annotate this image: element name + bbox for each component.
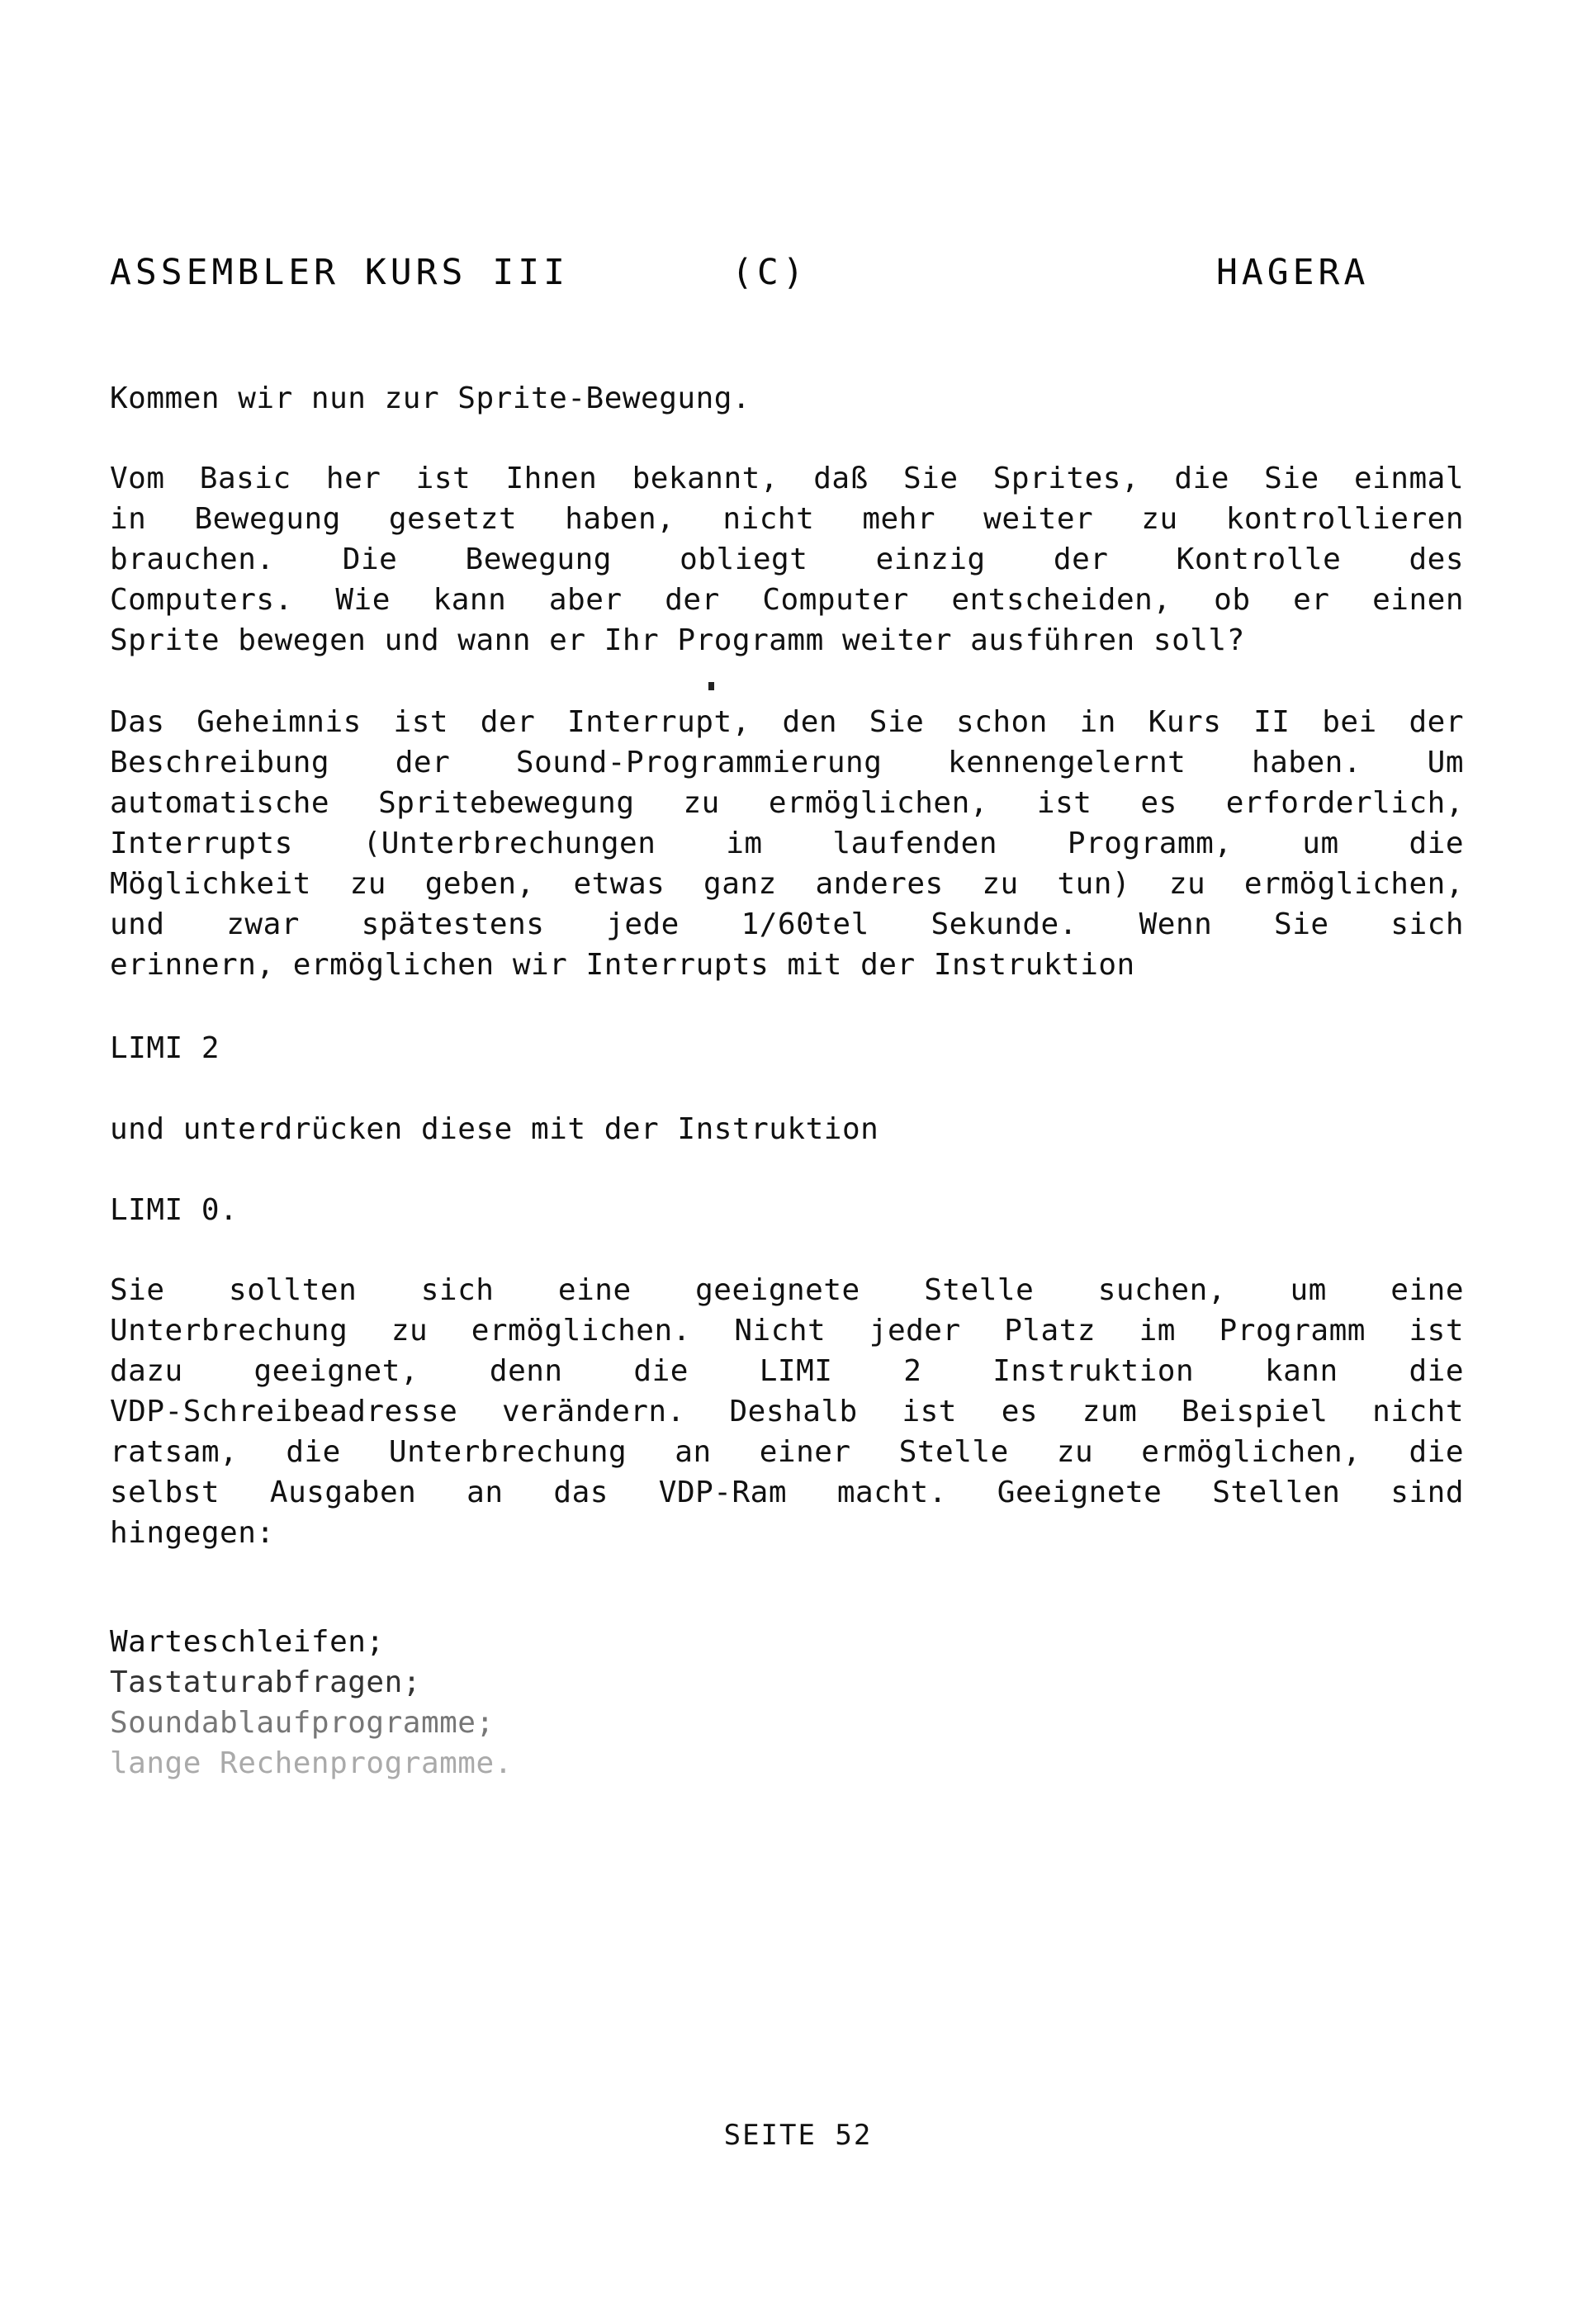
intro-paragraph bbox=[110, 378, 1464, 419]
paragraph-line: dazu geeignet, denn die LIMI 2 Instruktion kann die bbox=[110, 1354, 1464, 1388]
paragraph-interrupt bbox=[110, 702, 1464, 985]
list-item: Warteschleifen; bbox=[110, 1625, 385, 1659]
list-item: lange Rechenprogramme. bbox=[110, 1746, 513, 1780]
paragraph-line: und zwar spätestens jede 1/60tel Sekunde. Wenn Sie sich bbox=[110, 907, 1464, 941]
author-name: HAGERA bbox=[1216, 252, 1370, 293]
code-line: LIMI 2 bbox=[110, 1031, 220, 1065]
paragraph-line: in Bewegung gesetzt haben, nicht mehr weiter zu kontrollieren bbox=[110, 502, 1464, 536]
paragraph-line: selbst Ausgaben an das VDP-Ram macht. Geeignete Stellen sind bbox=[110, 1476, 1464, 1509]
intro-line: Kommen wir nun zur Sprite-Bewegung. bbox=[110, 381, 751, 415]
paragraph-line: Vom Basic her ist Ihnen bekannt, daß Sie Sprites, die Sie einmal bbox=[110, 462, 1464, 495]
paragraph-line: Das Geheimnis ist der Interrupt, den Sie schon in Kurs II bei der bbox=[110, 705, 1464, 739]
paragraph-line: erinnern, ermöglichen wir Interrupts mit der Instruktion bbox=[110, 948, 1135, 982]
course-title: ASSEMBLER KURS III bbox=[110, 252, 569, 293]
list-item: Soundablaufprogramme; bbox=[110, 1706, 495, 1740]
paragraph-line: Möglichkeit zu geben, etwas ganz anderes zu tun) zu ermöglichen, bbox=[110, 867, 1464, 901]
paragraph-suppress bbox=[110, 1109, 1464, 1149]
suitable-locations-list bbox=[110, 1623, 1464, 1784]
paragraph-line: VDP-Schreibeadresse verändern. Deshalb ist es zum Beispiel nicht bbox=[110, 1395, 1464, 1428]
paragraph-line: und unterdrücken diese mit der Instruktion bbox=[110, 1112, 879, 1146]
stray-ink-mark bbox=[708, 682, 714, 690]
paragraph-line: Interrupts (Unterbrechungen im laufenden Programm, um die bbox=[110, 827, 1464, 860]
paragraph-line: ratsam, die Unterbrechung an einer Stelle zu ermöglichen, die bbox=[110, 1435, 1464, 1469]
paragraph-line: automatische Spritebewegung zu ermöglichen, ist es erforderlich, bbox=[110, 786, 1464, 820]
copyright-mark: (C) bbox=[732, 252, 808, 293]
paragraph-line: Beschreibung der Sound-Programmierung kennengelernt haben. Um bbox=[110, 746, 1464, 779]
page-header bbox=[110, 252, 1398, 293]
code-line: LIMI 0. bbox=[110, 1193, 239, 1227]
paragraph-line: Sie sollten sich eine geeignete Stelle suchen, um eine bbox=[110, 1273, 1464, 1307]
page-number: SEITE 52 bbox=[723, 2119, 873, 2152]
paragraph-line: Sprite bewegen und wann er Ihr Programm weiter ausführen soll? bbox=[110, 623, 1245, 657]
paragraph-sprites bbox=[110, 458, 1464, 661]
paragraph-line: Computers. Wie kann aber der Computer entscheiden, ob er einen bbox=[110, 583, 1464, 617]
code-limi-0 bbox=[110, 1190, 1464, 1230]
paragraph-line: Unterbrechung zu ermöglichen. Nicht jeder Platz im Programm ist bbox=[110, 1314, 1464, 1348]
list-item: Tastaturabfragen; bbox=[110, 1665, 421, 1699]
paragraph-line: brauchen. Die Bewegung obliegt einzig der Kontrolle des bbox=[110, 542, 1464, 576]
paragraph-location bbox=[110, 1270, 1464, 1553]
code-limi-2 bbox=[110, 1028, 1464, 1068]
paragraph-line: hingegen: bbox=[110, 1516, 275, 1550]
